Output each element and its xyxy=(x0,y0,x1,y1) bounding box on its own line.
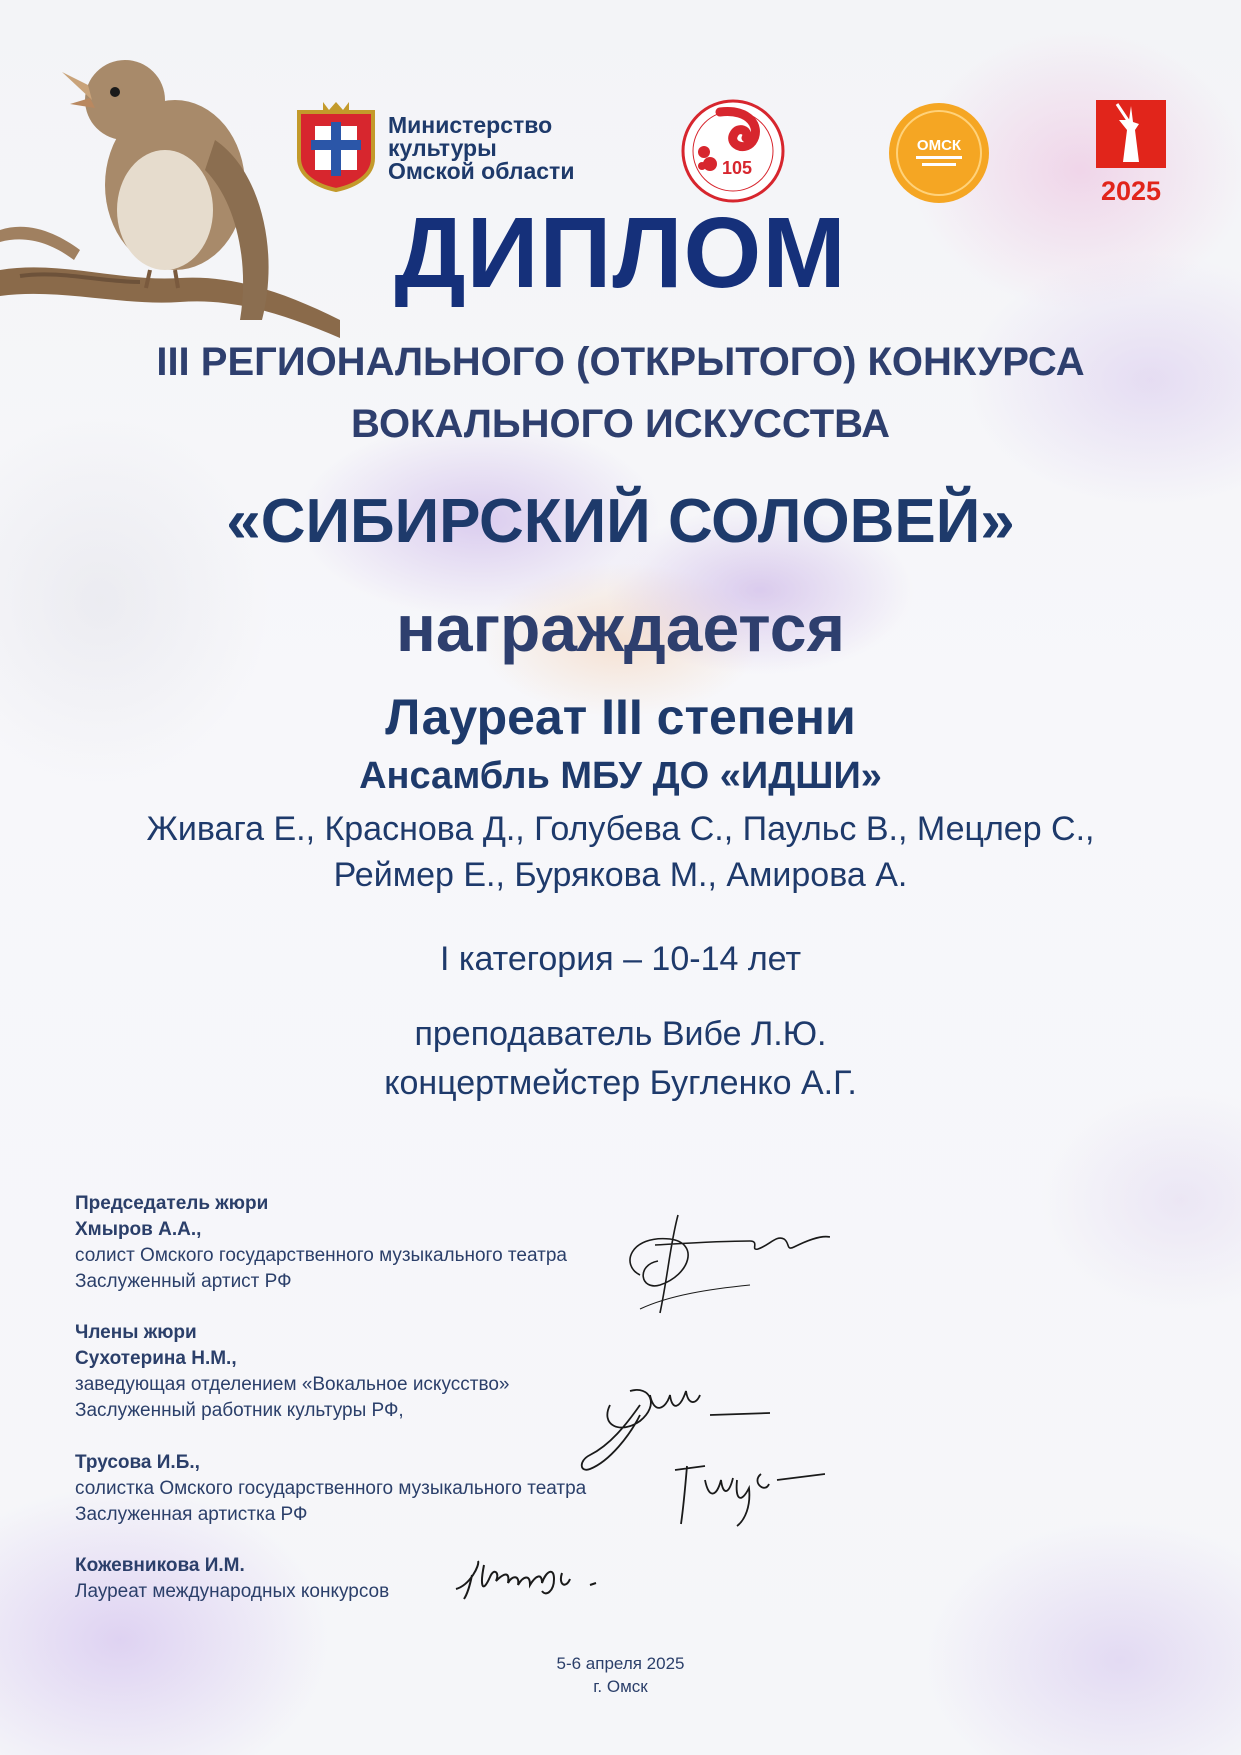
jury-member-1-block xyxy=(75,1320,509,1424)
event-city: г. Омск xyxy=(593,1677,648,1696)
awarded-label: награждается xyxy=(396,591,845,665)
music-theater-105-logo-icon xyxy=(680,98,786,204)
ministry-line-3: Омской области xyxy=(388,158,575,184)
member-2-signature-icon xyxy=(665,1440,825,1530)
jury-member-2-title: Заслуженная артистка РФ xyxy=(75,1504,308,1525)
jury-chair-block xyxy=(75,1191,567,1295)
jury-member-3-role: Лауреат международных конкурсов xyxy=(75,1581,390,1602)
jury-chair-name: Хмыров А.А., xyxy=(75,1219,202,1240)
laureate-degree: Лауреат III степени xyxy=(385,689,856,745)
event-date: 5-6 апреля 2025 xyxy=(556,1654,685,1673)
contest-name: «СИБИРСКИЙ СОЛОВЕЙ» xyxy=(226,487,1015,556)
jury-chair-title: Заслуженный артист РФ xyxy=(75,1271,292,1292)
diploma-title: ДИПЛОМ xyxy=(394,197,847,309)
jury-member-1-title: Заслуженный работник культуры РФ, xyxy=(75,1400,404,1421)
victory-2025-logo xyxy=(1095,100,1167,204)
omsk-city-badge xyxy=(888,102,990,204)
jury-member-1-name: Сухотерина Н.М., xyxy=(75,1348,237,1369)
jury-chair-role: солист Омского государственного музыкального театра xyxy=(75,1245,567,1266)
accompanist-name: концертмейстер Бугленко А.Г. xyxy=(384,1064,857,1102)
logos-row xyxy=(0,98,1241,208)
victory-2025-logo-icon xyxy=(1095,100,1167,204)
ensemble-name: Ансамбль МБУ ДО «ИДШИ» xyxy=(359,755,882,797)
contest-subtitle-line-1: III РЕГИОНАЛЬНОГО (ОТКРЫТОГО) КОНКУРСА xyxy=(156,340,1085,384)
omsk-coat-of-arms-icon xyxy=(293,100,379,192)
chair-signature-icon xyxy=(600,1205,830,1325)
jury-member-2-role: солистка Омского государственного музыкального театра xyxy=(75,1478,587,1499)
omsk-city-badge-icon xyxy=(888,102,990,204)
ministry-line-2: культуры xyxy=(388,135,497,161)
teacher-name: преподаватель Вибе Л.Ю. xyxy=(414,1015,827,1053)
jury-member-3-name: Кожевникова И.М. xyxy=(75,1555,245,1576)
logo-105-number: 105 xyxy=(721,158,753,178)
jury-members-heading: Члены жюри xyxy=(75,1322,197,1343)
ministry-name xyxy=(388,114,574,183)
ministry-logo xyxy=(293,100,623,196)
members-line-1: Живага Е., Краснова Д., Голубева С., Паульс В., Мецлер С., xyxy=(146,810,1095,848)
omsk-badge-text: ОМСК xyxy=(916,137,962,154)
logo-2025-year: 2025 xyxy=(1100,176,1162,204)
jury-chair-heading: Председатель жюри xyxy=(75,1193,269,1214)
contest-subtitle-line-2: ВОКАЛЬНОГО ИСКУССТВА xyxy=(351,402,890,446)
jury-member-3-block xyxy=(75,1553,389,1605)
music-theater-105-logo xyxy=(680,98,786,204)
jury-member-1-role: заведующая отделением «Вокальное искусство» xyxy=(75,1374,510,1395)
age-category: I категория – 10-14 лет xyxy=(439,940,802,978)
member-3-signature-icon xyxy=(450,1545,620,1605)
members-line-2: Реймер Е., Бурякова М., Амирова А. xyxy=(333,856,908,894)
ministry-line-1: Министерство xyxy=(388,112,553,138)
jury-member-2-name: Трусова И.Б., xyxy=(75,1452,200,1473)
jury-member-2-block xyxy=(75,1450,586,1528)
